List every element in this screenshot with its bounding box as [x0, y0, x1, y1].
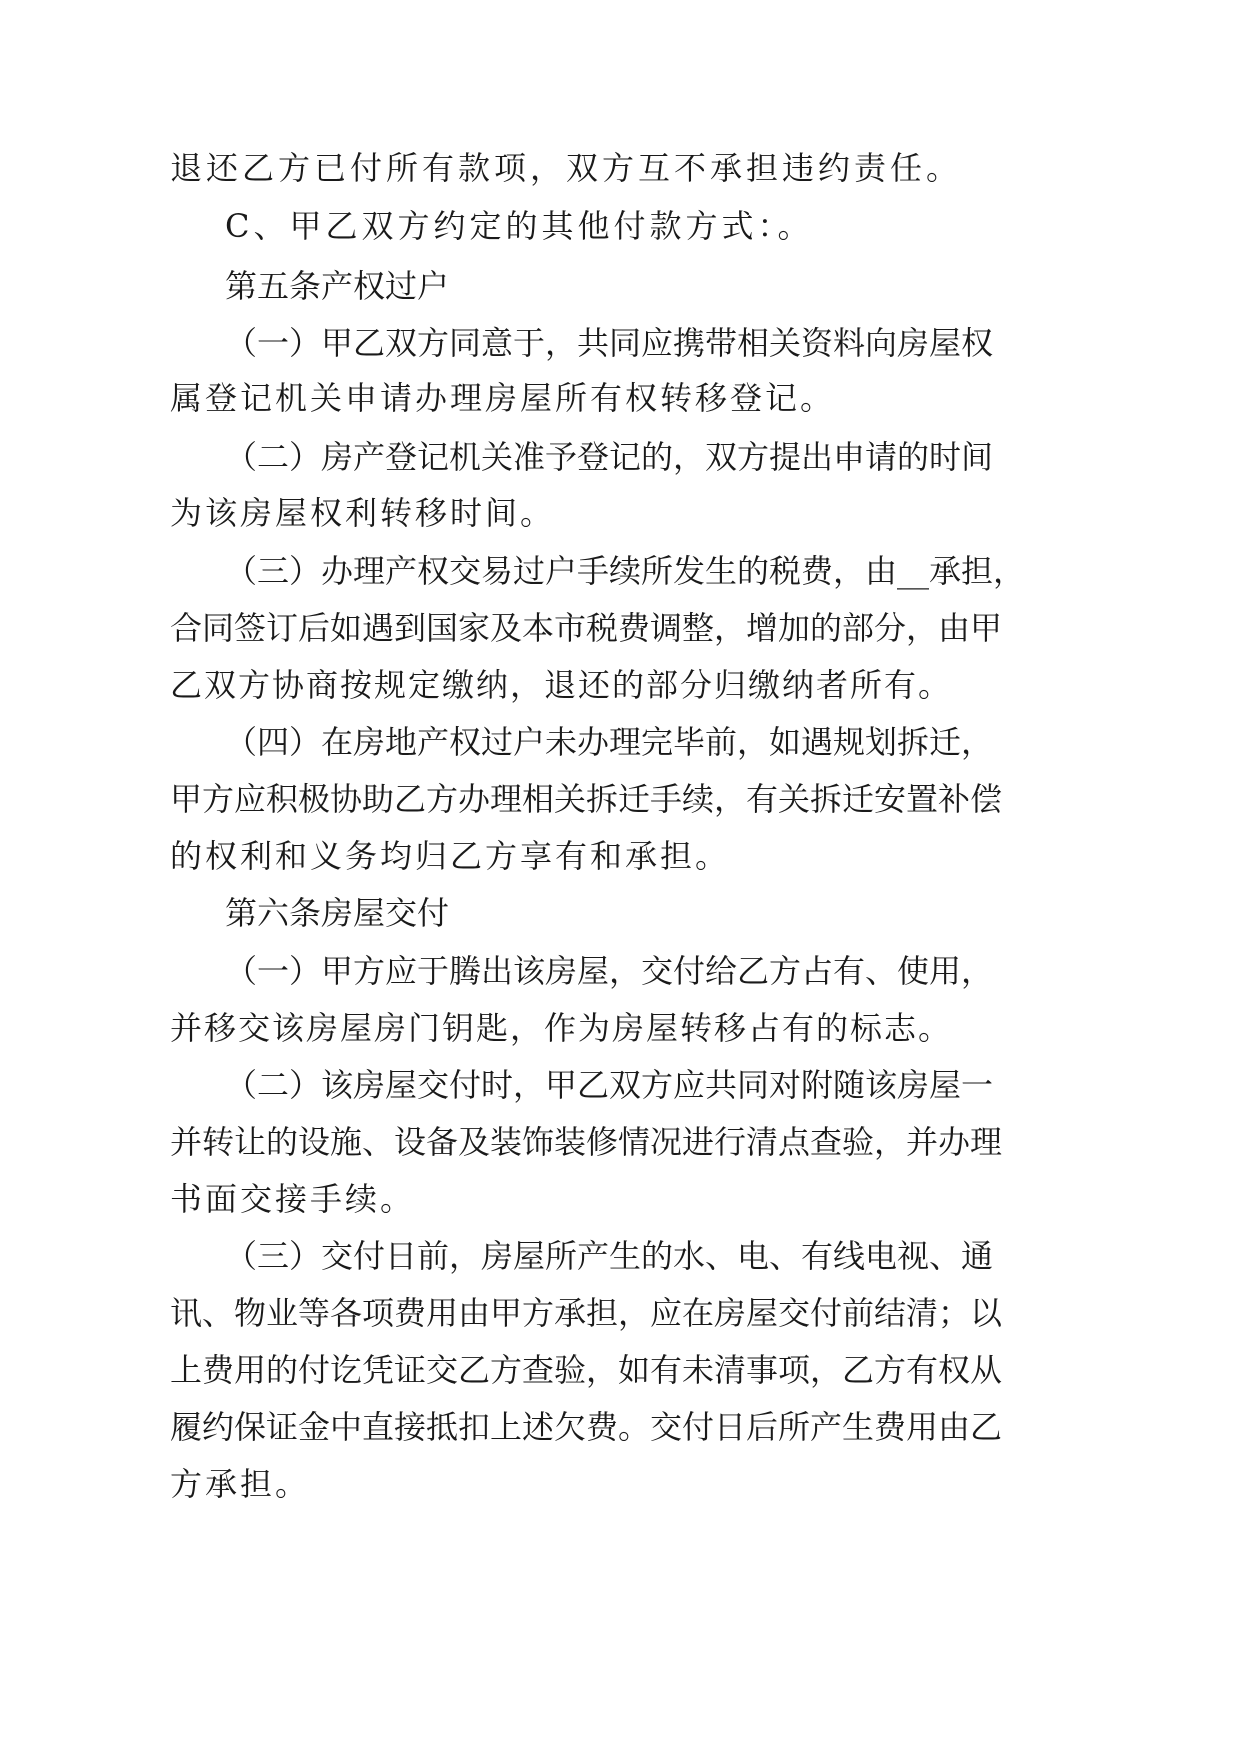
- text-line: （二）该房屋交付时，甲乙双方应共同对附随该房屋一: [225, 1066, 994, 1104]
- text-line: 并移交该房屋房门钥匙，作为房屋转移占有的标志。: [170, 1009, 953, 1047]
- text-line: 为该房屋权利转移时间。: [170, 494, 556, 532]
- text-line: 方承担。: [170, 1465, 311, 1503]
- text-line: （一）甲方应于腾出该房屋，交付给乙方占有、使用，: [225, 952, 994, 990]
- text-line: 的权利和义务均归乙方享有和承担。: [170, 837, 731, 875]
- text-line: 属登记机关申请办理房屋所有权转移登记。: [170, 379, 836, 417]
- text-line: 履约保证金中直接抵扣上述欠费。交付日后所产生费用由乙: [170, 1408, 1003, 1446]
- text-line: 上费用的付讫凭证交乙方查验，如有未清事项，乙方有权从: [170, 1351, 1003, 1389]
- text-line: 退还乙方已付所有款项，双方互不承担违约责任。: [170, 149, 963, 187]
- text-line: （三）办理产权交易过户手续所发生的税费，由__承担，: [225, 552, 1026, 590]
- text-line: （二）房产登记机关准予登记的，双方提出申请的时间: [225, 438, 994, 476]
- text-line: 讯、物业等各项费用由甲方承担，应在房屋交付前结清；以: [170, 1294, 1003, 1332]
- text-line: （四）在房地产权过户未办理完毕前，如遇规划拆迁，: [225, 723, 994, 761]
- text-line: 书面交接手续。: [170, 1180, 416, 1218]
- section-heading: 第五条产权过户: [225, 267, 450, 305]
- text-line: 甲方应积极协助乙方办理相关拆迁手续，有关拆迁安置补偿: [170, 780, 1003, 818]
- text-line: （三）交付日前，房屋所产生的水、电、有线电视、通: [225, 1237, 994, 1275]
- text-line: C、甲乙双方约定的其他付款方式：。: [225, 207, 814, 245]
- section-heading: 第六条房屋交付: [225, 894, 450, 932]
- text-line: （一）甲乙双方同意于，共同应携带相关资料向房屋权: [225, 324, 994, 362]
- text-line: 并转让的设施、设备及装饰装修情况进行清点查验，并办理: [170, 1123, 1003, 1161]
- text-line: 乙双方协商按规定缴纳，退还的部分归缴纳者所有。: [170, 666, 953, 704]
- text-line: 合同签订后如遇到国家及本市税费调整，增加的部分，由甲: [170, 609, 1003, 647]
